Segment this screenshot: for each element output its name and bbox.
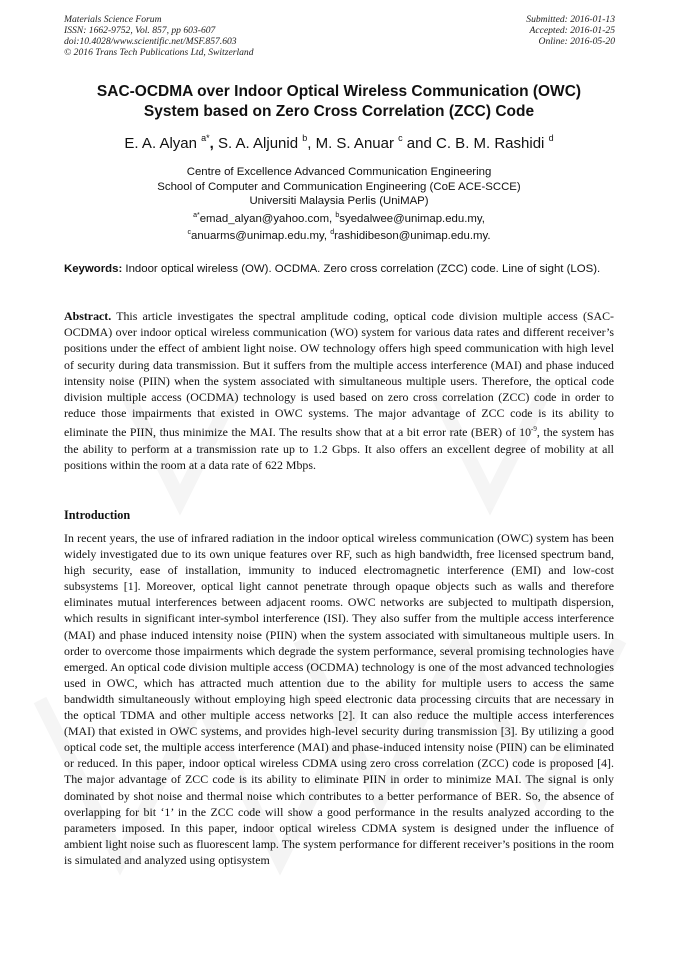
dates-info xyxy=(526,14,615,47)
introduction-body: In recent years, the use of infrared radiation in the indoor optical wireless communication (OWC) system has been widely investigated due to its own unique features over RF, such as high bandwidth, free licensed spectrum band, high security, ease of installation, immunity to induced electromagnetic interference (EMI) and low-cost subsystems [1]. Moreover, optical light cannot penetrate through opaque objects such as walls and therefore eliminates mutual interferences between adjacent rooms. OWC networks are subjected to multipath dispersion, which results in significant inter-symbol interference (ISI). They also suffer from the multiple access interference (MAI) and phase induced intensity noise (PIIN) when the system associated with simultaneous multiple users. In order to overcome those impairments which degrade the system performance, several promising technologies have emerged. An optical code division multiple access (OCDMA) technology is one of the most advanced technologies used in OWC, which has attracted much attention due to the ability for multiple users to access the same bandwidth simultaneously without employing high speed electronic data processing circuits that are necessary in the optical TDMA and other multiple access networks [2]. It can also reduce the multiple access interferences (MAI) that existed in OWC systems, and provides high-level security during transmission [3]. By utilizing a good optical code set, the multiple access interference (MAI) and phase-induced intensity noise (PIIN) can be eliminated or reduced. In this paper, indoor optical wireless CDMA using zero cross correlation (ZCC) code is proposed [4]. The major advantage of ZCC code is its ability to eliminate PIIN in order to minimize MAI. The signal is only dominated by shot noise and thermal noise which contributes to a better performance of BER. So, the absence of overlapping for bit ‘1’ in the ZCC code will show a good performance in the results analyzed according to the parameters imposed. In this paper, indoor optical wireless CDMA system is designed under the influence of ambient light noise such as fluorescent lamp. The system performance for different receiver’s positions in the room is simulated and analyzed using optisystem xyxy=(64,531,614,867)
abstract-label: Abstract. xyxy=(64,309,112,323)
author-3-sup: c xyxy=(398,133,403,143)
email-d-sup: d xyxy=(330,229,335,237)
affiliation-line-3: Universiti Malaysia Perlis (UniMAP) xyxy=(249,195,429,208)
emails-line-1 xyxy=(60,209,618,227)
author-separator: and xyxy=(402,135,437,152)
author-3: M. S. Anuar xyxy=(315,135,394,152)
author-4-sup: d xyxy=(548,133,554,143)
abstract xyxy=(64,308,614,473)
abstract-exponent: -9 xyxy=(531,425,537,434)
submitted-date: Submitted: 2016-01-13 xyxy=(526,14,615,25)
doi: doi:10.4028/www.scientific.net/MSF.857.603 xyxy=(64,36,237,47)
author-1-sup: a* xyxy=(201,133,210,143)
author-separator: , xyxy=(307,135,316,152)
title-line-2: System based on Zero Cross Correlation (ZCC) Code xyxy=(143,103,535,120)
journal-name: Materials Science Forum xyxy=(64,14,162,25)
abstract-text-2: , the system has the ability to perform at a transmission rate up to 1.2 Gbps. It also offers an excellent degree of mobility at all positions within the room at a data rate of 622 Mbps. xyxy=(64,425,614,472)
abstract-text-1: This article investigates the spectral amplitude coding, optical code division multiple access (SAC-OCDMA) over indoor optical wireless communication (WO) system for various data rates and different receiver’s positions under the effect of ambient light noise. OW technology offers high speed communication with high level of security during data transmission. But it suffers from the multiple access interference (MAI) and phase induced intensity noise (PIIN) when the system associated with simultaneous multiple users. Therefore, the optical code division multiple access (OCDMA) technology is used based on zero cross correlation (ZCC) code in order to reduce those impairments that existed in OWC systems. The major advantage of ZCC code is its ability to eliminate the PIIN, thus minimize the MAI. The results show that at a bit error rate (BER) of 10 xyxy=(64,309,614,440)
copyright: © 2016 Trans Tech Publications Ltd, Switzerland xyxy=(64,47,254,58)
paper-title xyxy=(60,82,618,122)
author-2: S. A. Aljunid xyxy=(218,135,299,152)
author-2-sup: b xyxy=(302,133,308,143)
email-a[interactable]: emad_alyan@yahoo.com, xyxy=(199,212,336,225)
journal-info xyxy=(64,14,254,58)
author-1: E. A. Alyan xyxy=(124,135,197,152)
affiliation-line-1: Centre of Excellence Advanced Communication Engineering xyxy=(186,166,492,178)
section-heading-introduction: Introduction xyxy=(64,508,131,522)
author-separator: , xyxy=(209,135,218,152)
keywords xyxy=(64,262,614,276)
email-c-sup: c xyxy=(187,229,191,237)
title-line-1: SAC-OCDMA over Indoor Optical Wireless Communication (OWC) xyxy=(96,83,582,100)
email-c[interactable]: anuarms@unimap.edu.my, xyxy=(190,230,331,243)
email-b-sup: b xyxy=(335,211,340,219)
affiliation-line-2: School of Computer and Communication Engineering (CoE ACE-SCCE) xyxy=(157,180,521,193)
emails-line-2 xyxy=(60,226,618,244)
keywords-text: Indoor optical wireless (OW). OCDMA. Zero cross correlation (ZCC) code. Line of sight (LOS). xyxy=(122,263,601,275)
issn: ISSN: 1662-9752, Vol. 857, pp 603-607 xyxy=(64,25,216,36)
email-d[interactable]: rashidibeson@unimap.edu.my. xyxy=(334,230,491,243)
email-b[interactable]: syedalwee@unimap.edu.my, xyxy=(339,212,485,225)
author-4: C. B. M. Rashidi xyxy=(436,135,545,152)
online-date: Online: 2016-05-20 xyxy=(538,36,615,47)
affiliation xyxy=(60,165,618,244)
email-a-sup: a* xyxy=(193,211,200,219)
accepted-date: Accepted: 2016-01-25 xyxy=(529,25,615,36)
author-list xyxy=(40,128,638,154)
keywords-label: Keywords: xyxy=(64,263,123,275)
